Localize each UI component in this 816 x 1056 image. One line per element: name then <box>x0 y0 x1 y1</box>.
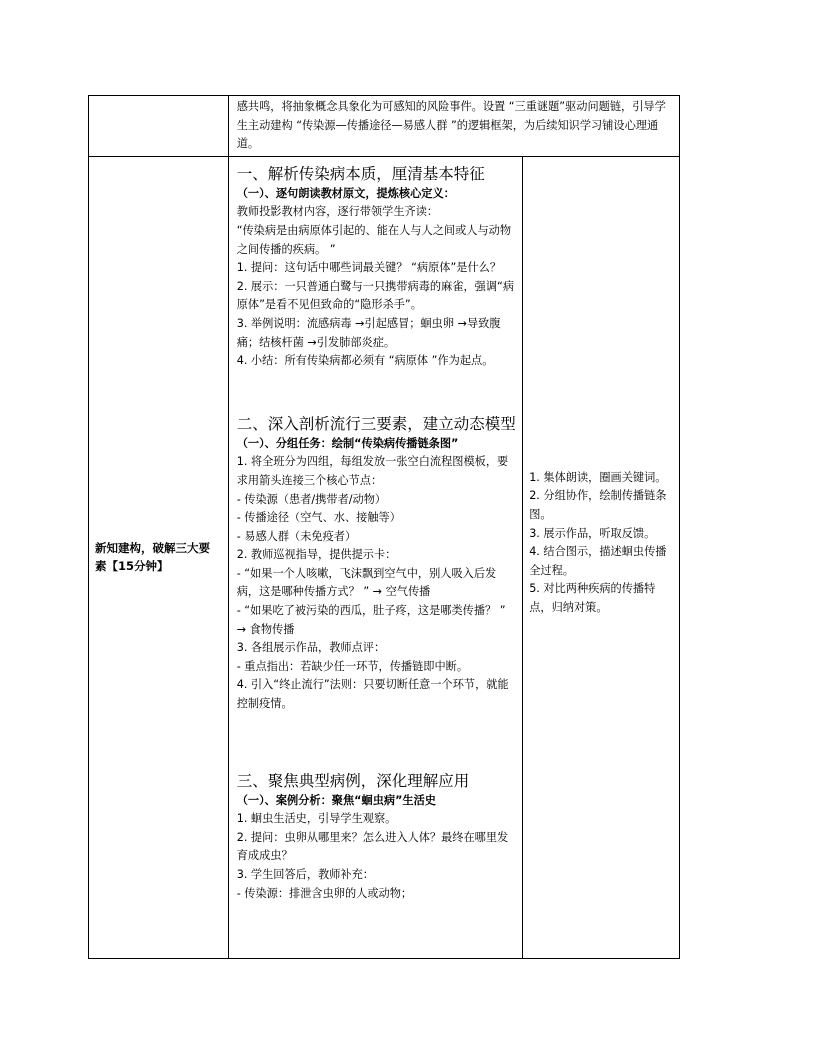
list-item: 1. 集体朗读，圈画关键词。 <box>529 470 667 484</box>
paragraph: 教师投影教材内容，逐行带领学生齐读： <box>236 205 439 219</box>
paragraph: 3. 举例说明：流感病毒 →引起感冒；蛔虫卵 →导致腹痛；结核杆菌 →引发肺部炎症。 <box>236 316 501 349</box>
table-row <box>89 156 680 958</box>
paragraph: - 传播途径（空气、水、接触等） <box>236 511 401 525</box>
section-subheading: （一）、分组任务：绘制“传染病传播链条图” <box>236 436 459 450</box>
empty-cell <box>89 96 229 157</box>
section-subheading: （一）、案例分析：聚焦“蛔虫病”生活史 <box>236 793 436 807</box>
section-1 <box>237 163 516 371</box>
paragraph: 4. 引入“终止流行”法则：只要切断任意一个环节，就能控制疫情。 <box>236 678 509 711</box>
section-heading: 三、聚焦典型病例，深化理解应用 <box>236 771 470 790</box>
teacher-activity-cell <box>228 156 522 958</box>
paragraph: 2. 提问：虫卵从哪里来？怎么进入人体？最终在哪里发育成成虫？ <box>236 830 509 863</box>
section-heading: 二、深入剖析流行三要素，建立动态模型 <box>236 414 516 433</box>
list-item: 3. 展示作品，听取反馈。 <box>529 526 656 540</box>
paragraph: - “如果一个人咳嗽，飞沫飘到空气中，别人吸入后发病，这是哪种传播方式？ ” → 空气传播 <box>236 566 497 599</box>
list-item: 5. 对比两种疾病的传播特点，归纳对策。 <box>529 582 656 614</box>
design-intent-cell <box>228 96 679 157</box>
section-2 <box>237 413 516 714</box>
paragraph: - 传染源：排泄含虫卵的人或动物； <box>236 886 413 900</box>
section-3 <box>237 770 516 904</box>
section-subheading: （一）、逐句朗读教材原文，提炼核心定义： <box>236 186 455 200</box>
paragraph: - 重点指出：若缺少任一环节，传播链即中断。 <box>236 659 469 673</box>
stage-cell <box>89 156 229 958</box>
paragraph: 1. 提问：这句话中哪些词最关键？ “病原体”是什么？ <box>236 261 502 275</box>
paragraph: “传染病是由病原体引起的、能在人与人之间或人与动物之间传播的疾病。 ” <box>236 223 512 256</box>
paragraph: 1. 蛔虫生活史，引导学生观察。 <box>236 812 397 826</box>
paragraph: 3. 各组展示作品，教师点评： <box>236 641 386 655</box>
paragraph: 4. 小结：所有传染病都必须有 “病原体 ”作为起点。 <box>236 354 494 368</box>
list-item: 4. 结合图示，描述蛔虫传播全过程。 <box>529 545 667 577</box>
list-item: 2. 分组协作，绘制传播链条图。 <box>529 489 667 521</box>
stage-label: 新知建构，破解三大要素【15分钟】 <box>95 540 210 574</box>
paragraph: - 传染源（患者/携带者/动物） <box>236 492 387 506</box>
paragraph: 1. 将全班分为四组，每组发放一张空白流程图模板，要求用箭头连接三个核心节点： <box>236 455 509 487</box>
paragraph: 2. 展示：一只普通白鹭与一只携带病毒的麻雀，强调“病原体”是看不见但致命的“隐形杀手”。 <box>236 279 515 312</box>
design-intent-text: 感共鸣，将抽象概念具象化为可感知的风险事件。设置 “三重谜题”驱动问题链，引导学生主动建构 “传染源—传播途径—易感人群 ”的逻辑框架，为后续知识学习铺设心理通道。 <box>236 100 666 151</box>
table-row <box>89 96 680 157</box>
paragraph: 3. 学生回答后，教师补充： <box>236 868 374 881</box>
paragraph: - “如果吃了被污染的西瓜，肚子疼，这是哪类传播？ ” → 食物传播 <box>236 604 506 636</box>
paragraph: 2. 教师巡视指导，提供提示卡： <box>236 548 397 562</box>
student-activity-cell <box>523 156 680 958</box>
document-page <box>88 95 680 957</box>
paragraph: - 易感人群（未免疫者） <box>236 529 357 543</box>
lesson-plan-table <box>88 95 680 959</box>
section-heading: 一、解析传染病本质，厘清基本特征 <box>236 164 485 183</box>
